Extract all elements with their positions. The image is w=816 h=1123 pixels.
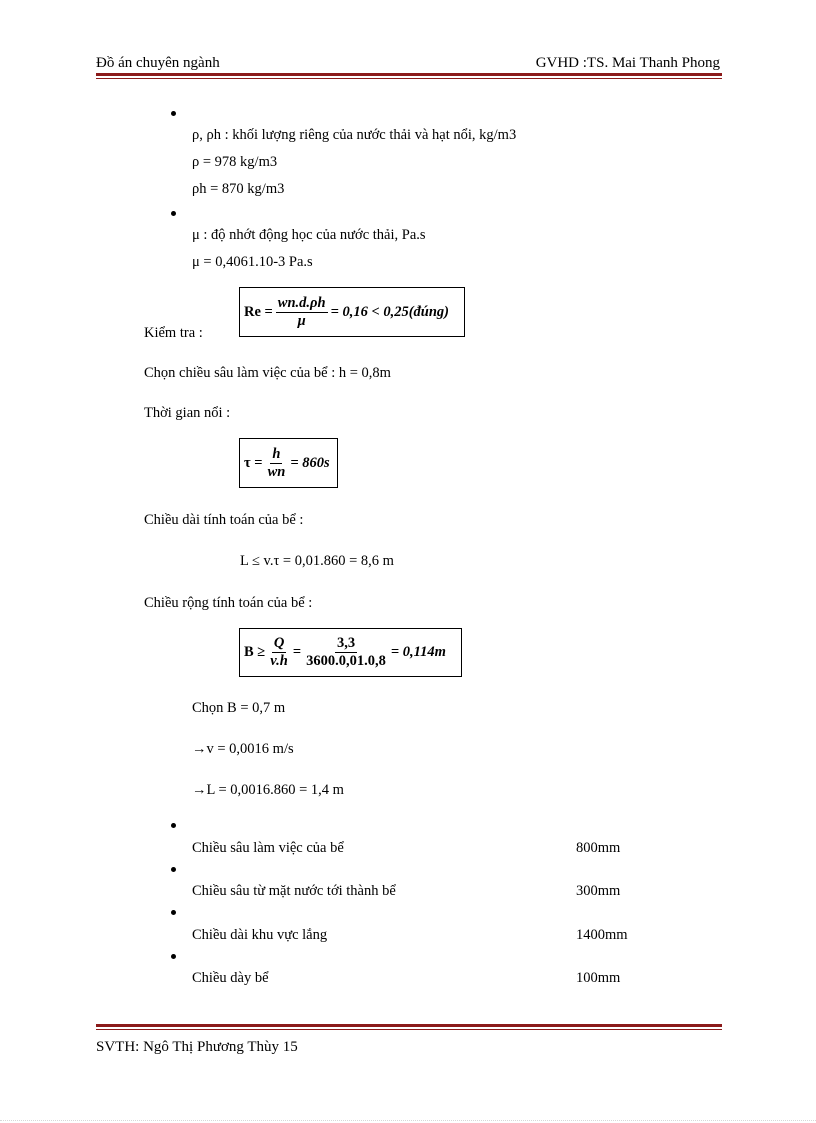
width-label: Chiều rộng tính toán của bể : [144,595,313,611]
rho-definition: ρ, ρh : khối lượng riêng của nước thải và hạt nổi, kg/m3 [192,127,517,143]
tau-denominator: wn [267,463,286,480]
velocity-result: →v = 0,0016 m/s [192,741,294,757]
tau-rhs: = 860s [290,454,330,471]
re-denominator: μ [297,312,306,329]
spec-label: Chiều dài khu vực lắng [192,927,328,943]
bullet [171,823,176,828]
spec-label: Chiều dày bể [192,970,269,986]
b-fraction-1 [268,635,290,669]
spec-value: 800mm [576,840,621,856]
length-formula: L ≤ v.τ = 0,01.860 = 8,6 m [240,553,394,569]
width-formula-box [239,628,462,677]
spec-label: Chiều sâu từ mặt nước tới thành bể [192,883,396,899]
footer-left: SVTH: Ngô Thị Phương Thùy 15 [96,1039,298,1055]
mu-value: μ = 0,4061.10-3 Pa.s [192,254,313,270]
bullet [171,867,176,872]
b-numerator-2: 3,3 [336,635,356,652]
spec-value: 1400mm [576,927,628,943]
rhoh-value: ρh = 870 kg/m3 [192,181,285,197]
float-time-label: Thời gian nổi : [144,405,231,421]
header-right: GVHD :TS. Mai Thanh Phong [535,55,720,71]
b-equals: = [292,644,302,660]
spec-value: 300mm [576,883,621,899]
b-rhs: = 0,114m [390,644,446,660]
spec-label: Chiều sâu làm việc của bể [192,840,344,856]
length-result: →L = 0,0016.860 = 1,4 m [192,782,344,798]
re-numerator: wn.d.ρh [277,294,326,311]
tau-lhs: τ = [244,454,263,471]
reynolds-formula-box [239,287,465,337]
re-rhs: = 0,16 < 0,25(đúng) [330,303,450,320]
page-edge [0,1120,816,1121]
tau-formula-box [239,438,338,488]
header-left: Đồ án chuyên ngành [96,55,220,71]
bullet [171,211,176,216]
check-label: Kiểm tra : [144,325,203,341]
length-label: Chiều dài tính toán của bể : [144,512,304,528]
b-lhs: B ≥ [244,644,266,660]
b-numerator-1: Q [273,635,285,652]
re-fraction [276,295,328,329]
tau-numerator: h [272,445,281,462]
tau-fraction [266,446,288,480]
b-denominator-1: v.h [270,653,288,669]
rho-value: ρ = 978 kg/m3 [192,154,278,170]
spec-value: 100mm [576,970,621,986]
mu-definition: μ : độ nhớt động học của nước thải, Pa.s [192,227,426,243]
width-choice: Chọn B = 0,7 m [192,700,286,716]
bullet [171,954,176,959]
footer-rule [96,1024,722,1030]
b-denominator-2: 3600.0,01.0,8 [306,653,386,669]
header-rule [96,73,722,79]
bullet [171,111,176,116]
depth-choice: Chọn chiều sâu làm việc của bể : h = 0,8m [144,365,391,381]
re-lhs: Re = [244,303,273,320]
b-fraction-2 [304,635,388,669]
bullet [171,910,176,915]
